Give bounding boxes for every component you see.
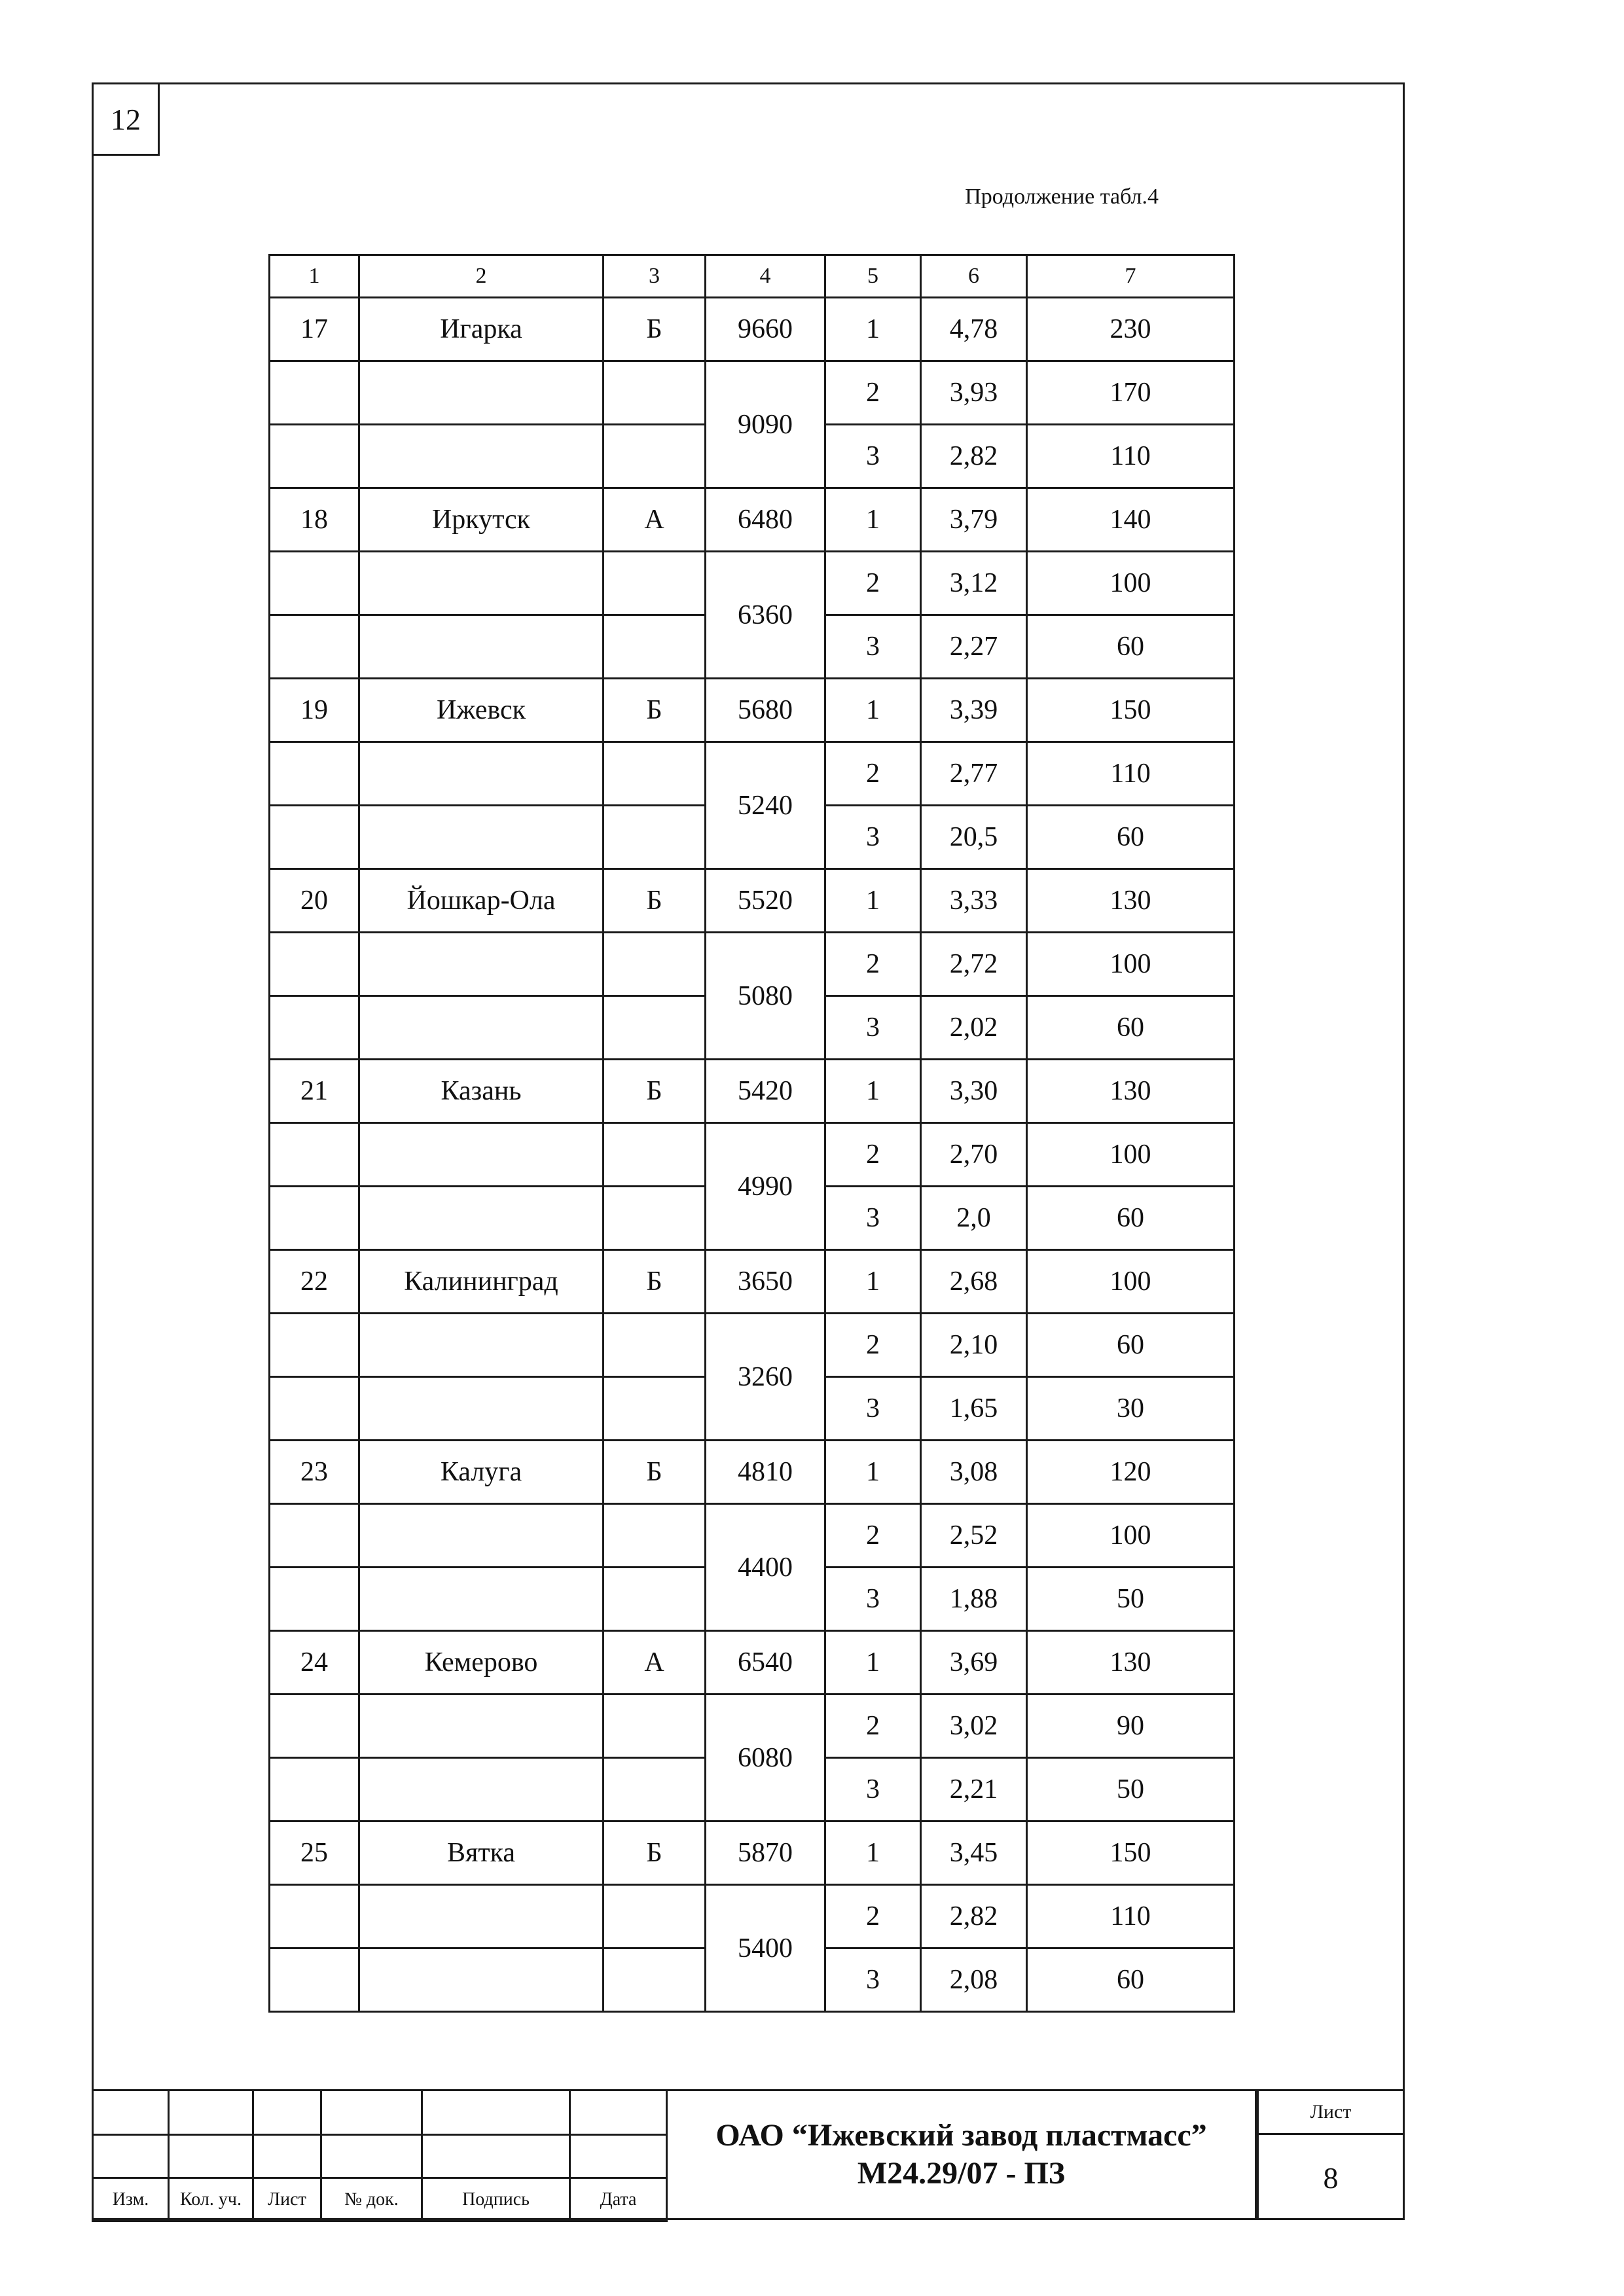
stamp-col-doc-no: № док. (321, 2178, 422, 2221)
table-row (270, 552, 1235, 615)
table-row (270, 933, 1235, 996)
row-number-cell: 22 (270, 1250, 359, 1314)
row-number-cell: 23 (270, 1441, 359, 1504)
col5-cell: 2 (825, 1695, 921, 1758)
city-cell (359, 425, 604, 488)
sub-value-cell: 4400 (706, 1504, 825, 1631)
col5-cell: 3 (825, 1377, 921, 1441)
col5-cell: 1 (825, 1821, 921, 1885)
col6-cell: 3,39 (921, 679, 1027, 742)
city-cell (359, 1885, 604, 1948)
col7-cell: 150 (1027, 679, 1235, 742)
col5-cell: 1 (825, 298, 921, 361)
city-cell (359, 1123, 604, 1187)
table-row (270, 1821, 1235, 1885)
col5-cell: 1 (825, 1060, 921, 1123)
col6-cell: 2,0 (921, 1187, 1027, 1250)
main-value-cell: 3650 (706, 1250, 825, 1314)
col6-cell: 3,30 (921, 1060, 1027, 1123)
col7-cell: 100 (1027, 1504, 1235, 1568)
stamp-sheet (1257, 2089, 1405, 2220)
city-cell (359, 742, 604, 806)
row-number-cell (270, 1695, 359, 1758)
row-number-cell (270, 1568, 359, 1631)
zone-cell (604, 933, 706, 996)
col7-cell: 110 (1027, 742, 1235, 806)
city-cell: Кемерово (359, 1631, 604, 1695)
stamp-col-kol-uch: Кол. уч. (169, 2178, 253, 2221)
data-table (268, 254, 1235, 2013)
main-value-cell: 5680 (706, 679, 825, 742)
col6-cell: 3,08 (921, 1441, 1027, 1504)
col5-cell: 2 (825, 1314, 921, 1377)
zone-cell: Б (604, 1821, 706, 1885)
city-cell (359, 1695, 604, 1758)
col7-cell: 130 (1027, 1060, 1235, 1123)
col7-cell: 120 (1027, 1441, 1235, 1504)
col7-cell: 170 (1027, 361, 1235, 425)
city-cell: Иркутск (359, 488, 604, 552)
city-cell (359, 1314, 604, 1377)
stamp-title (666, 2089, 1257, 2220)
sub-value-cell: 5080 (706, 933, 825, 1060)
city-cell (359, 361, 604, 425)
col5-cell: 2 (825, 742, 921, 806)
header-cell: 7 (1027, 255, 1235, 298)
table-row (270, 488, 1235, 552)
row-number-cell (270, 1758, 359, 1821)
header-cell: 3 (604, 255, 706, 298)
sub-value-cell: 4990 (706, 1123, 825, 1250)
col5-cell: 3 (825, 1948, 921, 2012)
col5-cell: 3 (825, 996, 921, 1060)
row-number-cell (270, 742, 359, 806)
col7-cell: 50 (1027, 1568, 1235, 1631)
col7-cell: 60 (1027, 1314, 1235, 1377)
sheet-label: Лист (1259, 2091, 1403, 2135)
sub-value-cell: 3260 (706, 1314, 825, 1441)
zone-cell (604, 1314, 706, 1377)
col6-cell: 20,5 (921, 806, 1027, 869)
col6-cell: 2,21 (921, 1758, 1027, 1821)
col7-cell: 30 (1027, 1377, 1235, 1441)
col6-cell: 2,82 (921, 1885, 1027, 1948)
stamp-cell (570, 2090, 667, 2135)
stamp-grid (92, 2089, 668, 2222)
city-cell (359, 1568, 604, 1631)
city-cell: Вятка (359, 1821, 604, 1885)
row-number-cell (270, 361, 359, 425)
header-row (270, 255, 1235, 298)
col5-cell: 3 (825, 1758, 921, 1821)
city-cell: Йошкар-Ола (359, 869, 604, 933)
city-cell: Калуга (359, 1441, 604, 1504)
row-number-cell (270, 933, 359, 996)
header-cell: 2 (359, 255, 604, 298)
sub-value-cell: 6080 (706, 1695, 825, 1821)
row-number-cell: 18 (270, 488, 359, 552)
city-cell (359, 615, 604, 679)
zone-cell (604, 1123, 706, 1187)
row-number-cell (270, 1187, 359, 1250)
zone-cell (604, 552, 706, 615)
organization-name: ОАО “Ижевский завод пластмасс” (715, 2118, 1207, 2153)
col6-cell: 2,52 (921, 1504, 1027, 1568)
col6-cell: 2,77 (921, 742, 1027, 806)
sub-value-cell: 5400 (706, 1885, 825, 2012)
zone-cell (604, 615, 706, 679)
col6-cell: 2,02 (921, 996, 1027, 1060)
zone-cell (604, 742, 706, 806)
col7-cell: 100 (1027, 552, 1235, 615)
zone-cell (604, 1504, 706, 1568)
city-cell (359, 1504, 604, 1568)
zone-cell: Б (604, 679, 706, 742)
col7-cell: 110 (1027, 425, 1235, 488)
main-value-cell: 9660 (706, 298, 825, 361)
col7-cell: 90 (1027, 1695, 1235, 1758)
city-cell: Калининград (359, 1250, 604, 1314)
sub-value-cell: 5240 (706, 742, 825, 869)
stamp-cell (253, 2135, 321, 2178)
main-value-cell: 4810 (706, 1441, 825, 1504)
row-number-cell (270, 1504, 359, 1568)
stamp-cell (253, 2090, 321, 2135)
col5-cell: 3 (825, 1568, 921, 1631)
stamp-cell (169, 2090, 253, 2135)
zone-cell: Б (604, 1250, 706, 1314)
table-row (270, 1250, 1235, 1314)
zone-cell (604, 425, 706, 488)
sheet-number: 8 (1323, 2161, 1339, 2195)
col7-cell: 60 (1027, 615, 1235, 679)
row-number-cell (270, 425, 359, 488)
zone-cell (604, 1377, 706, 1441)
col6-cell: 3,02 (921, 1695, 1027, 1758)
col5-cell: 2 (825, 552, 921, 615)
main-value-cell: 6480 (706, 488, 825, 552)
row-number-cell (270, 1314, 359, 1377)
row-number-cell (270, 1885, 359, 1948)
zone-cell: Б (604, 1441, 706, 1504)
col5-cell: 1 (825, 1250, 921, 1314)
table-row (270, 1504, 1235, 1568)
col6-cell: 2,08 (921, 1948, 1027, 2012)
stamp-col-signature: Подпись (422, 2178, 570, 2221)
sub-value-cell: 6360 (706, 552, 825, 679)
stamp-col-date: Дата (570, 2178, 667, 2221)
stamp-cell (93, 2135, 169, 2178)
col5-cell: 2 (825, 361, 921, 425)
col6-cell: 3,33 (921, 869, 1027, 933)
row-number-cell (270, 1123, 359, 1187)
col6-cell: 3,93 (921, 361, 1027, 425)
zone-cell (604, 1885, 706, 1948)
col6-cell: 3,69 (921, 1631, 1027, 1695)
col6-cell: 3,45 (921, 1821, 1027, 1885)
main-value-cell: 5420 (706, 1060, 825, 1123)
zone-cell (604, 1758, 706, 1821)
stamp-cell (321, 2135, 422, 2178)
row-number-cell: 19 (270, 679, 359, 742)
stamp-cell (321, 2090, 422, 2135)
row-number-cell (270, 806, 359, 869)
city-cell: Ижевск (359, 679, 604, 742)
title-block (92, 2089, 1405, 2220)
col7-cell: 50 (1027, 1758, 1235, 1821)
table-row (270, 1314, 1235, 1377)
header-cell: 4 (706, 255, 825, 298)
row-number-cell (270, 552, 359, 615)
col5-cell: 1 (825, 869, 921, 933)
city-cell (359, 1377, 604, 1441)
row-number-cell (270, 1377, 359, 1441)
header-cell: 6 (921, 255, 1027, 298)
col7-cell: 150 (1027, 1821, 1235, 1885)
col7-cell: 100 (1027, 1123, 1235, 1187)
col5-cell: 3 (825, 615, 921, 679)
row-number-cell: 21 (270, 1060, 359, 1123)
page-number: 12 (92, 82, 160, 156)
col5-cell: 2 (825, 933, 921, 996)
col7-cell: 100 (1027, 1250, 1235, 1314)
col6-cell: 2,10 (921, 1314, 1027, 1377)
table-row (270, 742, 1235, 806)
city-cell (359, 806, 604, 869)
row-number-cell: 24 (270, 1631, 359, 1695)
city-cell (359, 933, 604, 996)
col7-cell: 230 (1027, 298, 1235, 361)
document-code: М24.29/07 - ПЗ (857, 2156, 1066, 2191)
zone-cell (604, 361, 706, 425)
city-cell (359, 996, 604, 1060)
col6-cell: 2,82 (921, 425, 1027, 488)
main-value-cell: 5520 (706, 869, 825, 933)
col6-cell: 2,72 (921, 933, 1027, 996)
col5-cell: 1 (825, 1441, 921, 1504)
col5-cell: 2 (825, 1123, 921, 1187)
row-number-cell (270, 1948, 359, 2012)
col5-cell: 3 (825, 806, 921, 869)
stamp-cell (169, 2135, 253, 2178)
col7-cell: 60 (1027, 1948, 1235, 2012)
zone-cell (604, 996, 706, 1060)
col7-cell: 60 (1027, 996, 1235, 1060)
table-row (270, 869, 1235, 933)
col6-cell: 1,88 (921, 1568, 1027, 1631)
table-row (270, 1060, 1235, 1123)
row-number-cell: 25 (270, 1821, 359, 1885)
table-caption: Продолжение табл.4 (965, 185, 1159, 209)
stamp-cell (422, 2135, 570, 2178)
zone-cell (604, 1187, 706, 1250)
col5-cell: 2 (825, 1504, 921, 1568)
col7-cell: 130 (1027, 1631, 1235, 1695)
table-row (270, 1695, 1235, 1758)
zone-cell: Б (604, 869, 706, 933)
col5-cell: 2 (825, 1885, 921, 1948)
col7-cell: 60 (1027, 806, 1235, 869)
city-cell: Игарка (359, 298, 604, 361)
header-cell: 1 (270, 255, 359, 298)
stamp-cell (570, 2135, 667, 2178)
col7-cell: 140 (1027, 488, 1235, 552)
col7-cell: 110 (1027, 1885, 1235, 1948)
col5-cell: 3 (825, 1187, 921, 1250)
col5-cell: 1 (825, 488, 921, 552)
col5-cell: 1 (825, 679, 921, 742)
row-number-cell (270, 996, 359, 1060)
col6-cell: 2,70 (921, 1123, 1027, 1187)
table-row (270, 1885, 1235, 1948)
main-value-cell: 6540 (706, 1631, 825, 1695)
zone-cell (604, 1695, 706, 1758)
stamp-cell (93, 2090, 169, 2135)
zone-cell (604, 1568, 706, 1631)
sub-value-cell: 9090 (706, 361, 825, 488)
col6-cell: 1,65 (921, 1377, 1027, 1441)
header-cell: 5 (825, 255, 921, 298)
col7-cell: 60 (1027, 1187, 1235, 1250)
zone-cell (604, 1948, 706, 2012)
city-cell (359, 1758, 604, 1821)
col5-cell: 3 (825, 425, 921, 488)
zone-cell: Б (604, 298, 706, 361)
stamp-cell (422, 2090, 570, 2135)
city-cell (359, 1948, 604, 2012)
row-number-cell: 20 (270, 869, 359, 933)
col5-cell: 1 (825, 1631, 921, 1695)
main-value-cell: 5870 (706, 1821, 825, 1885)
zone-cell: Б (604, 1060, 706, 1123)
stamp-col-list: Лист (253, 2178, 321, 2221)
col6-cell: 3,79 (921, 488, 1027, 552)
col6-cell: 4,78 (921, 298, 1027, 361)
col6-cell: 2,27 (921, 615, 1027, 679)
zone-cell (604, 806, 706, 869)
table-row (270, 679, 1235, 742)
col6-cell: 3,12 (921, 552, 1027, 615)
table-row (270, 1631, 1235, 1695)
table-row (270, 361, 1235, 425)
col6-cell: 2,68 (921, 1250, 1027, 1314)
zone-cell: А (604, 488, 706, 552)
city-cell: Казань (359, 1060, 604, 1123)
zone-cell: А (604, 1631, 706, 1695)
col7-cell: 100 (1027, 933, 1235, 996)
col7-cell: 130 (1027, 869, 1235, 933)
city-cell (359, 552, 604, 615)
table-row (270, 1123, 1235, 1187)
row-number-cell (270, 615, 359, 679)
city-cell (359, 1187, 604, 1250)
row-number-cell: 17 (270, 298, 359, 361)
table-row (270, 1441, 1235, 1504)
table-row (270, 298, 1235, 361)
stamp-col-izm: Изм. (93, 2178, 169, 2221)
